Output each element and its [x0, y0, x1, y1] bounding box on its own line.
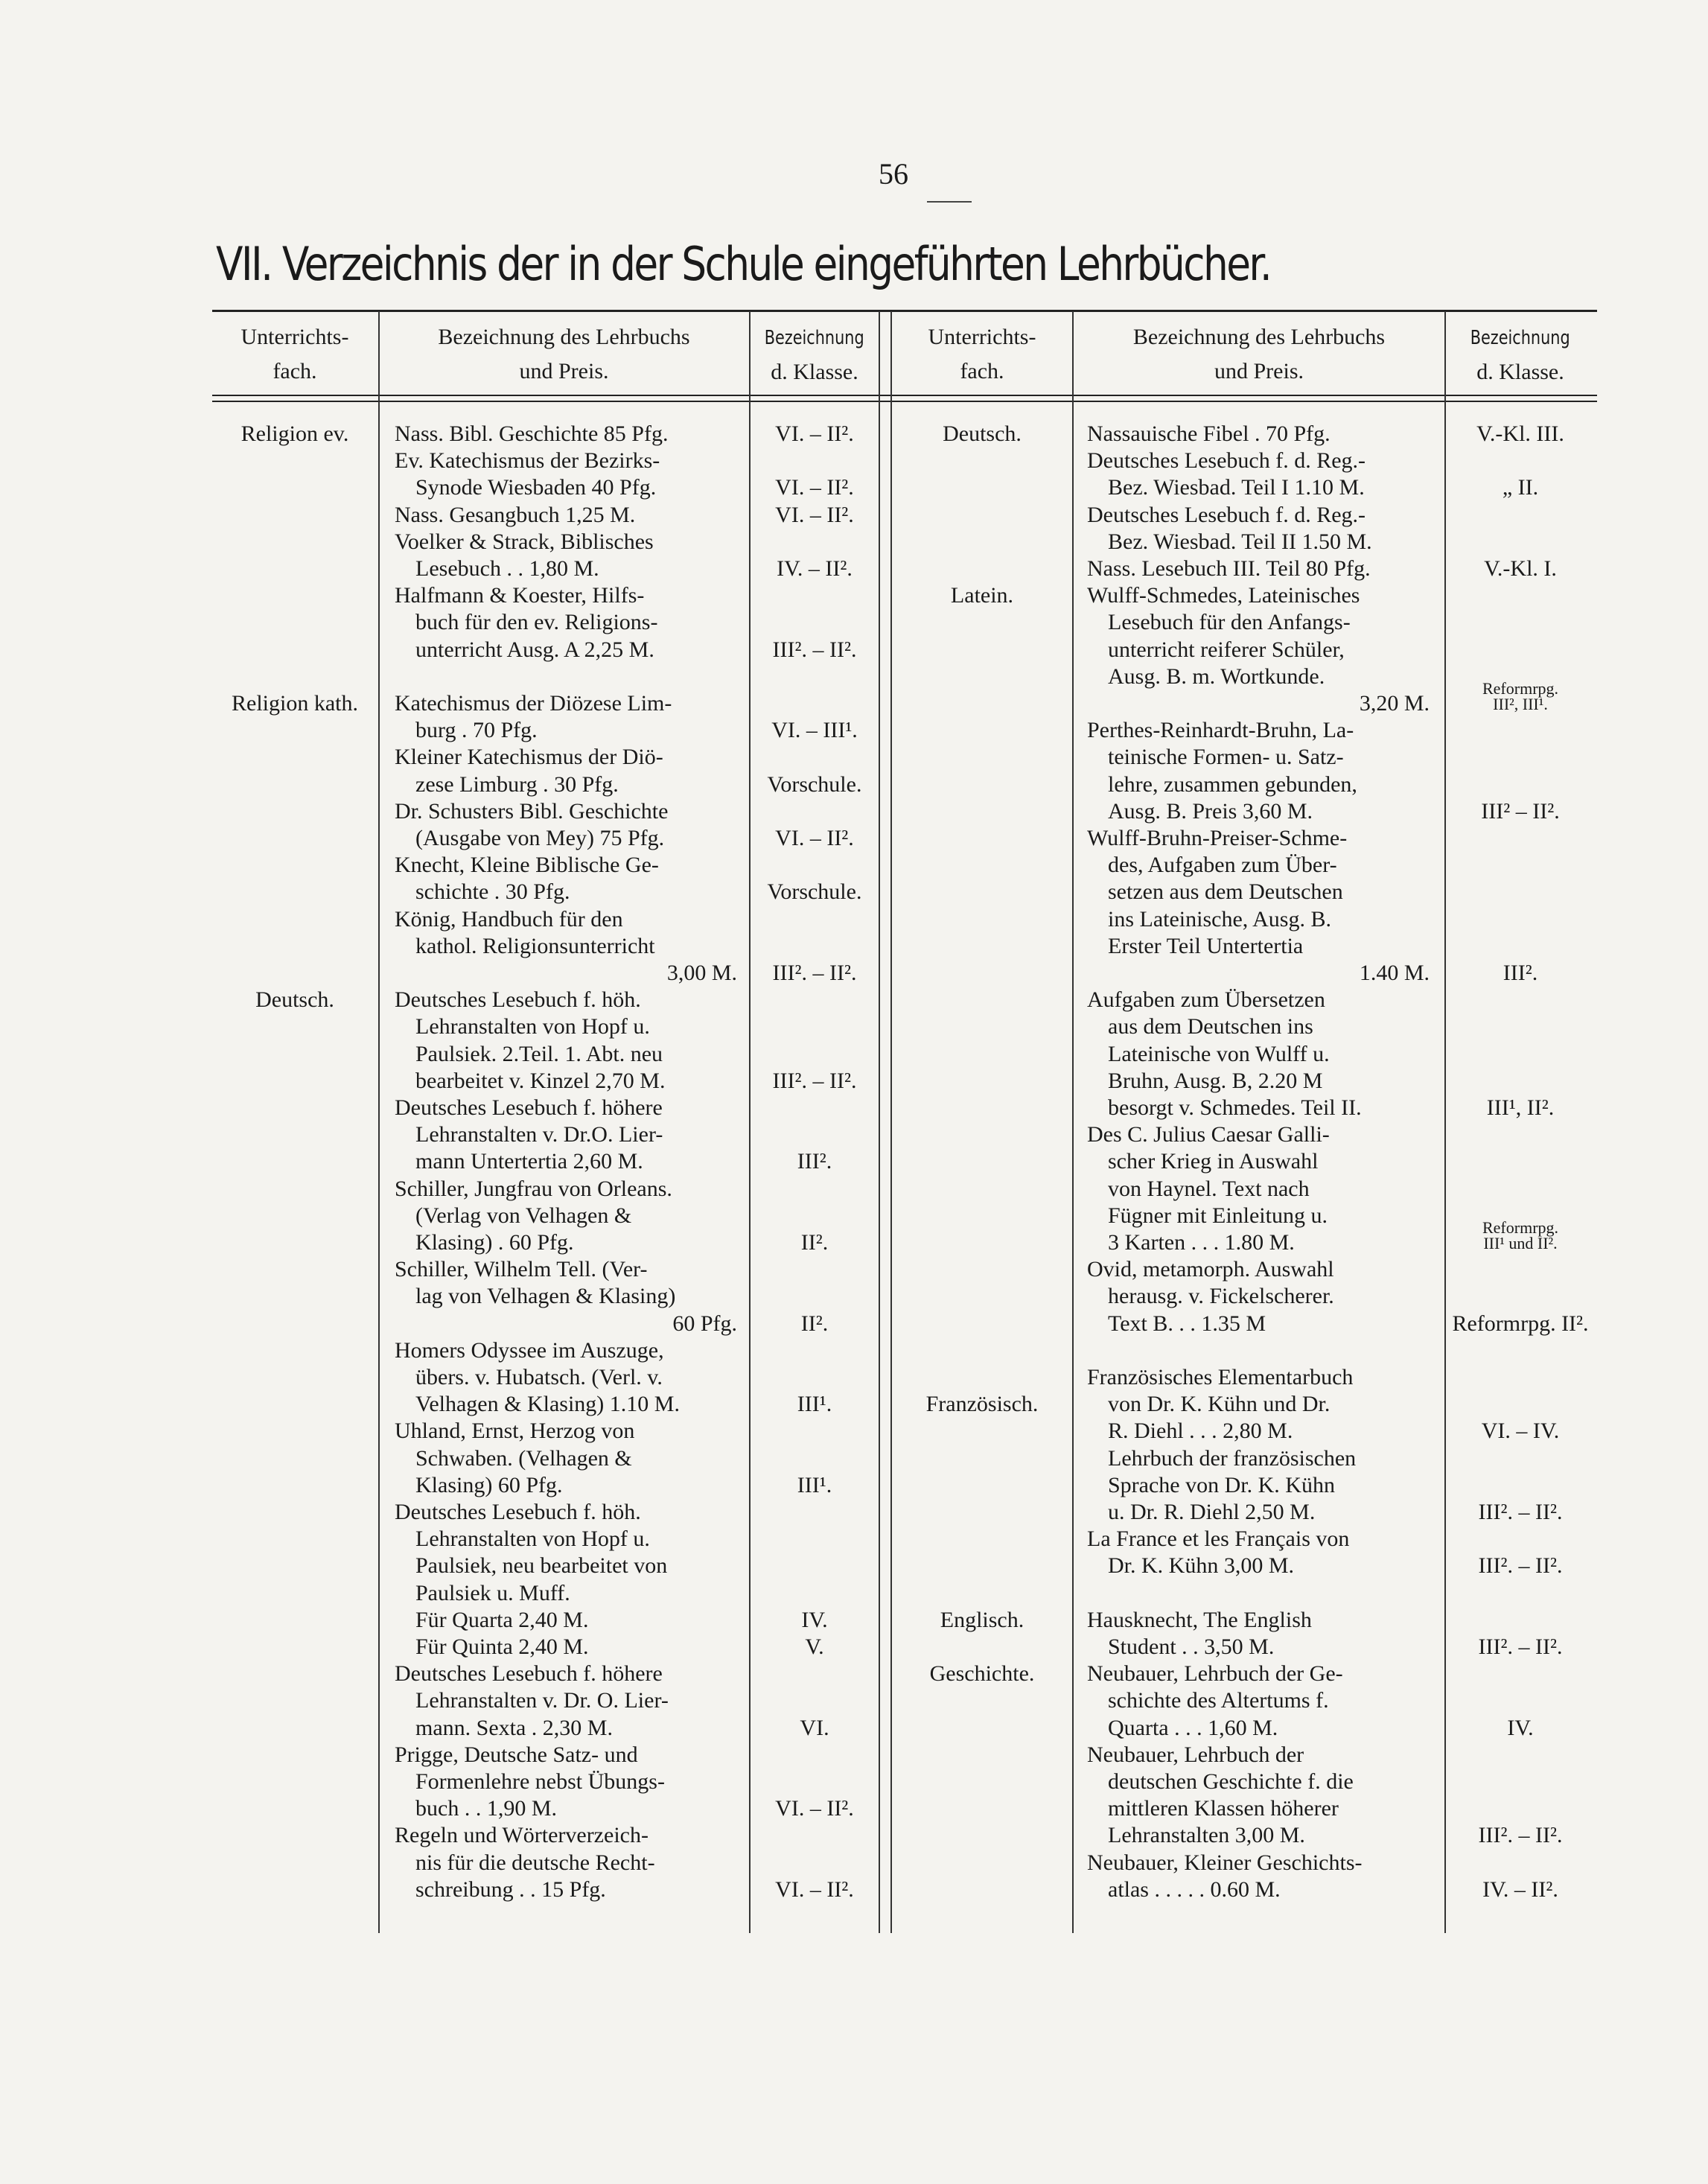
book-line: (Ausgabe von Mey) 75 Pfg. — [415, 826, 665, 850]
book-line: Sprache von Dr. K. Kühn — [1108, 1472, 1335, 1497]
book-line: setzen aus dem Deutschen — [1108, 879, 1343, 905]
header-bottom-rule-2 — [212, 401, 1597, 402]
table-cell: VI. – II². — [775, 1876, 854, 1902]
column-divider-double — [879, 311, 880, 1933]
book-line: Bez. Wiesbad. Teil I 1.10 M. — [1108, 475, 1365, 500]
book-line: Lehranstalten v. Dr. O. Lier- — [415, 1688, 669, 1713]
book-line: besorgt v. Schmedes. Teil II. — [1108, 1095, 1362, 1120]
book-line: Ausg. B. m. Wortkunde. — [1108, 663, 1325, 689]
book-line: Paulsiek. 2.Teil. 1. Abt. neu — [415, 1041, 663, 1066]
book-line: Für Quarta 2,40 M. — [415, 1607, 589, 1632]
book-line: Aufgaben zum Übersetzen — [1087, 987, 1325, 1013]
book-line: schreibung . . 15 Pfg. — [415, 1876, 606, 1902]
book-line: schichte . 30 Pfg. — [415, 879, 570, 905]
table-cell: Vorschule. — [767, 771, 862, 797]
table-cell: II². — [800, 1311, 829, 1336]
table-cell: Reformrpg. — [1482, 678, 1559, 698]
book-line: Bruhn, Ausg. B, 2.20 M — [1108, 1068, 1323, 1093]
book-line: Text B. . . 1.35 M — [1108, 1311, 1266, 1336]
header-subject-left: Unterrichts- fach. — [240, 325, 349, 383]
table-cell: III¹. — [797, 1392, 832, 1417]
book-line: von Haynel. Text nach — [1108, 1176, 1310, 1201]
header-class-left: Bezeichnung d. Klasse. — [765, 327, 864, 384]
book-line: schichte des Altertums f. — [1108, 1688, 1329, 1713]
book-line: Lehranstalten v. Dr.O. Lier- — [415, 1122, 663, 1147]
book-line: Dr. Schusters Bibl. Geschichte — [395, 798, 669, 824]
page-title: VII. Verzeichnis der in der Schule eingeführten Lehrbücher. — [216, 237, 1271, 291]
book-line: Fügner mit Einleitung u. — [1108, 1203, 1328, 1228]
book-line: unterricht reiferer Schüler, — [1108, 637, 1345, 662]
book-line: deutschen Geschichte f. die — [1108, 1769, 1354, 1794]
book-line: König, Handbuch für den — [395, 906, 623, 932]
header-book-left: Bezeichnung des Lehrbuchs und Preis. — [438, 325, 690, 383]
table-cell: III². – II². — [1478, 1553, 1563, 1579]
table-cell: III². – II². — [1478, 1500, 1563, 1524]
book-line: La France et les Français von — [1087, 1526, 1350, 1552]
book-line: 3,20 M. — [1359, 691, 1430, 716]
book-line: Student . . 3,50 M. — [1108, 1634, 1275, 1659]
book-line: Homers Odyssee im Auszuge, — [395, 1337, 664, 1363]
book-line: Des C. Julius Caesar Galli- — [1087, 1122, 1330, 1147]
column-divider — [749, 311, 751, 1933]
book-line: ins Lateinische, Ausg. B. — [1108, 906, 1331, 932]
book-line: 1.40 M. — [1359, 961, 1430, 985]
table-cell: III¹. — [797, 1472, 832, 1497]
book-line: unterricht Ausg. A 2,25 M. — [415, 637, 654, 662]
book-line: Wulff-Bruhn-Preiser-Schme- — [1087, 826, 1348, 850]
table-cell: VI. – II². — [775, 1796, 854, 1821]
book-line: Neubauer, Lehrbuch der — [1087, 1742, 1304, 1767]
book-line: lag von Velhagen & Klasing) — [415, 1284, 676, 1309]
table-cell: III². — [1503, 961, 1538, 985]
table-cell: VI. – II². — [775, 475, 854, 500]
book-line: Katechismus der Diözese Lim- — [395, 691, 672, 716]
book-line: Lehranstalten von Hopf u. — [415, 1014, 650, 1040]
book-line: Nass. Gesangbuch 1,25 M. — [395, 502, 636, 527]
book-line: Formenlehre nebst Übungs- — [415, 1769, 665, 1794]
book-line: bearbeitet v. Kinzel 2,70 M. — [415, 1068, 666, 1093]
book-line: herausg. v. Fickelscherer. — [1108, 1284, 1334, 1309]
book-line: buch für den ev. Religions- — [415, 610, 658, 635]
table-cell: VI. — [800, 1715, 829, 1740]
table-cell: III¹, II². — [1486, 1095, 1555, 1120]
table-cell: III². – II². — [772, 1068, 857, 1093]
book-line: Deutsches Lesebuch f. höhere — [395, 1095, 663, 1120]
book-line: mann Untertertia 2,60 M. — [415, 1149, 643, 1174]
book-line: Ev. Katechismus der Bezirks- — [395, 448, 660, 474]
table-cell: III¹ und II². — [1483, 1234, 1558, 1253]
book-line: Deutsches Lesebuch f. höh. — [395, 987, 641, 1013]
book-line: 3 Karten . . . 1.80 M. — [1108, 1230, 1295, 1255]
book-line: Paulsiek u. Muff. — [415, 1580, 570, 1605]
book-line: Kleiner Katechismus der Diö- — [395, 745, 663, 770]
book-line: Velhagen & Klasing) 1.10 M. — [415, 1392, 680, 1417]
table-cell: Religion ev. — [240, 421, 349, 446]
book-line: Französisches Elementarbuch — [1087, 1365, 1354, 1389]
book-line: u. Dr. R. Diehl 2,50 M. — [1108, 1500, 1316, 1524]
book-line: Schiller, Wilhelm Tell. (Ver- — [395, 1257, 648, 1282]
book-line: 60 Pfg. — [672, 1311, 737, 1336]
book-line: Voelker & Strack, Biblisches — [395, 529, 654, 554]
book-line: Lehranstalten von Hopf u. — [415, 1526, 650, 1552]
table-cell: Deutsch. — [943, 421, 1022, 446]
book-line: atlas . . . . . 0.60 M. — [1108, 1876, 1281, 1902]
book-line: Quarta . . . 1,60 M. — [1108, 1715, 1278, 1740]
book-line: Hausknecht, The English — [1087, 1607, 1312, 1632]
book-line: zese Limburg . 30 Pfg. — [415, 771, 619, 797]
book-line: Schiller, Jungfrau von Orleans. — [395, 1176, 672, 1201]
table-cell: III². – II². — [1478, 1823, 1563, 1848]
table-cell: Geschichte. — [929, 1661, 1035, 1687]
table-cell: V. — [805, 1634, 824, 1659]
book-line: Deutsches Lesebuch f. höhere — [395, 1661, 663, 1687]
table-cell: III². – II². — [1478, 1634, 1563, 1659]
column-divider — [378, 311, 380, 1933]
book-line: Klasing) 60 Pfg. — [415, 1472, 563, 1497]
column-divider — [1444, 311, 1446, 1933]
table-cell: III². — [797, 1149, 832, 1174]
book-line: Knecht, Kleine Biblische Ge- — [395, 853, 659, 878]
table-cell: IV. — [1507, 1715, 1534, 1740]
table-cell: IV. – II². — [1482, 1876, 1558, 1902]
book-line: Neubauer, Kleiner Geschichts- — [1087, 1850, 1363, 1875]
table-cell: „ II. — [1502, 475, 1539, 500]
header-class-right: Bezeichnung d. Klasse. — [1470, 327, 1570, 384]
book-line: Deutsches Lesebuch f. d. Reg.- — [1087, 502, 1366, 527]
book-line: Prigge, Deutsche Satz- und — [395, 1742, 638, 1767]
table-cell: IV. – II². — [777, 556, 853, 581]
table-cell: V.-Kl. I. — [1484, 556, 1557, 581]
header-subject-right: Unterrichts- fach. — [928, 325, 1036, 383]
book-line: Nass. Lesebuch III. Teil 80 Pfg. — [1087, 556, 1371, 581]
table-cell: Deutsch. — [255, 987, 334, 1013]
book-line: Paulsiek, neu bearbeitet von — [415, 1553, 668, 1579]
book-line: Regeln und Wörterverzeich- — [395, 1823, 649, 1848]
book-line: Ovid, metamorph. Auswahl — [1087, 1257, 1334, 1282]
table-cell: Englisch. — [940, 1607, 1025, 1632]
column-divider-double — [890, 311, 892, 1933]
book-line: Perthes-Reinhardt-Bruhn, La- — [1087, 718, 1354, 743]
book-line: Lehrbuch der französischen — [1108, 1445, 1357, 1471]
book-line: buch . . 1,90 M. — [415, 1796, 557, 1821]
table-cell: III². – II². — [772, 637, 857, 662]
book-line: Klasing) . 60 Pfg. — [415, 1230, 574, 1255]
book-line: Nassauische Fibel . 70 Pfg. — [1087, 421, 1331, 446]
book-line: Bez. Wiesbad. Teil II 1.50 M. — [1108, 529, 1372, 554]
book-line: Synode Wiesbaden 40 Pfg. — [415, 475, 657, 500]
book-line: übers. v. Hubatsch. (Verl. v. — [415, 1365, 663, 1389]
book-line: R. Diehl . . . 2,80 M. — [1108, 1419, 1293, 1444]
book-line: kathol. Religionsunterricht — [415, 933, 655, 958]
page-number-rule — [927, 201, 972, 203]
table-cell: VI. – III¹. — [771, 718, 858, 743]
book-line: Nass. Bibl. Geschichte 85 Pfg. — [395, 421, 669, 446]
book-line: Ausg. B. Preis 3,60 M. — [1108, 798, 1313, 824]
book-line: Lesebuch . . 1,80 M. — [415, 556, 599, 581]
book-line: Dr. K. Kühn 3,00 M. — [1108, 1553, 1295, 1579]
table-cell: Religion kath. — [232, 691, 358, 716]
book-line: nis für die deutsche Recht- — [415, 1850, 655, 1875]
book-line: lehre, zusammen gebunden, — [1108, 771, 1357, 797]
table-cell: V.-Kl. III. — [1476, 421, 1564, 446]
book-line: Lateinische von Wulff u. — [1108, 1041, 1330, 1066]
table-cell: II². — [800, 1230, 829, 1255]
book-line: Für Quinta 2,40 M. — [415, 1634, 589, 1659]
table-cell: Französisch. — [925, 1392, 1039, 1417]
table-top-rule — [212, 310, 1597, 312]
book-line: mittleren Klassen höherer — [1108, 1796, 1339, 1821]
book-line: Uhland, Ernst, Herzog von — [395, 1419, 635, 1444]
book-line: von Dr. K. Kühn und Dr. — [1108, 1392, 1331, 1417]
table-cell: III². – II². — [772, 961, 857, 985]
table-cell: Reformrpg. — [1482, 1217, 1559, 1237]
book-line: mann. Sexta . 2,30 M. — [415, 1715, 613, 1740]
book-line: Lesebuch für den Anfangs- — [1108, 610, 1351, 635]
book-line: (Verlag von Velhagen & — [415, 1203, 632, 1228]
table-cell: III², III¹. — [1493, 695, 1548, 714]
page-number: 56 — [879, 157, 908, 191]
table-cell: Latein. — [950, 583, 1014, 608]
table-cell: Vorschule. — [767, 879, 862, 905]
table-cell: IV. — [801, 1607, 828, 1632]
book-line: Schwaben. (Velhagen & — [415, 1445, 632, 1471]
book-line: 3,00 M. — [666, 961, 737, 985]
book-line: burg . 70 Pfg. — [415, 718, 538, 743]
book-line: Neubauer, Lehrbuch der Ge- — [1087, 1661, 1343, 1687]
table-cell: VI. – II². — [775, 826, 854, 850]
book-line: Erster Teil Untertertia — [1108, 933, 1304, 958]
book-line: teinische Formen- u. Satz- — [1108, 745, 1344, 770]
table-cell: III² – II². — [1481, 798, 1560, 824]
book-line: Deutsches Lesebuch f. höh. — [395, 1500, 641, 1524]
table-cell: VI. – II². — [775, 502, 854, 527]
column-divider — [1072, 311, 1074, 1933]
table-cell: VI. – IV. — [1481, 1419, 1560, 1444]
book-line: des, Aufgaben zum Über- — [1108, 853, 1337, 878]
book-line: Deutsches Lesebuch f. d. Reg.- — [1087, 448, 1366, 474]
table-cell: Reformrpg. II². — [1452, 1311, 1589, 1336]
book-line: aus dem Deutschen ins — [1108, 1014, 1313, 1040]
book-line: Wulff-Schmedes, Lateinisches — [1087, 583, 1360, 608]
book-line: scher Krieg in Auswahl — [1108, 1149, 1319, 1174]
table-cell: VI. – II². — [775, 421, 854, 446]
header-book-right: Bezeichnung des Lehrbuchs und Preis. — [1132, 325, 1386, 383]
book-line: Halfmann & Koester, Hilfs- — [395, 583, 645, 608]
book-line: Lehranstalten 3,00 M. — [1108, 1823, 1305, 1848]
header-bottom-rule — [212, 395, 1597, 396]
